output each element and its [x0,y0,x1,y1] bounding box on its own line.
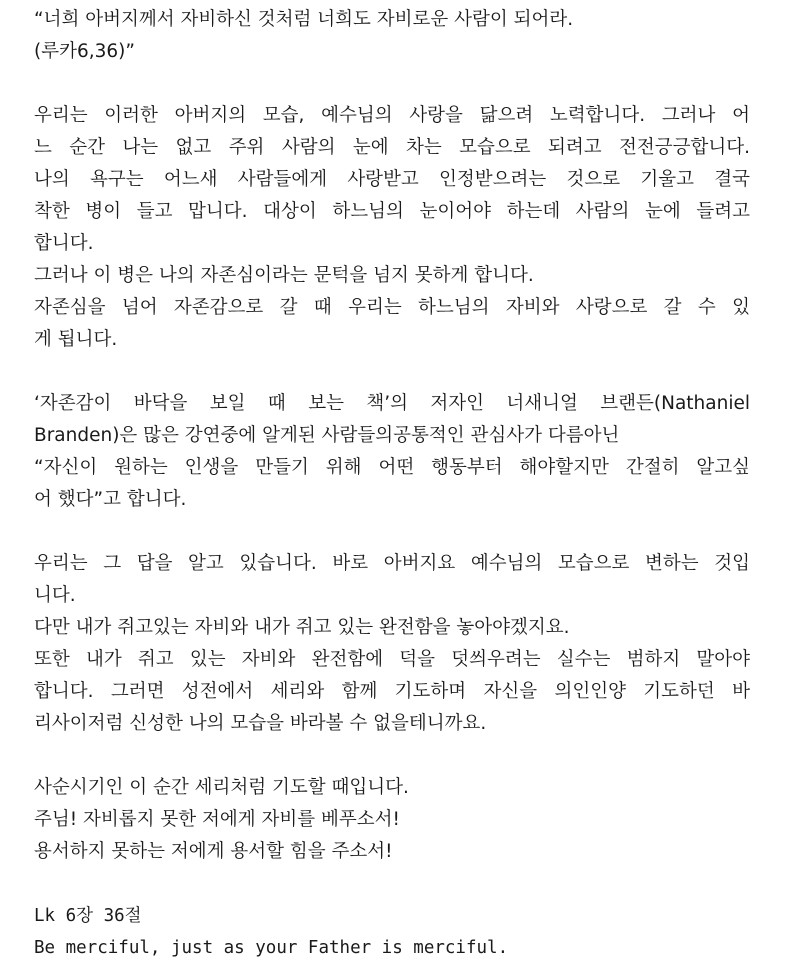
text-line: “너희 아버지께서 자비하신 것처럼 너희도 자비로운 사람이 되어라. [34,9,574,30]
text-line: 주님! 자비롭지 못한 저에게 자비를 베푸소서! [34,809,400,830]
text-line: 나의 욕구는 어느새 사람들에게 사랑받고 인정받으려는 것으로 기울고 결국 [34,169,750,190]
paragraph-gap [34,68,750,100]
text-line: 합니다. [34,233,94,254]
text-line: 게 됩니다. [34,329,118,350]
text-line: Branden)은 많은 강연중에 알게된 사람들의공통적인 관심사가 다름아닌 [34,425,620,446]
text-line: 니다. [34,585,76,606]
paragraph-2 [34,388,750,516]
document-body [34,4,750,964]
text-line: 우리는 이러한 아버지의 모습, 예수님의 사랑을 닮으려 노력합니다. 그러나 어 [34,105,750,126]
text-line: (루카6,36)” [34,41,135,62]
text-line: 어 했다”고 합니다. [34,489,187,510]
text-line: “자신이 원하는 인생을 만들기 위해 어떤 행동부터 해야할지만 간절히 알고싶 [34,457,750,478]
paragraph-gap [34,516,750,548]
paragraph-gap [34,868,750,900]
text-line: 우리는 그 답을 알고 있습니다. 바로 아버지요 예수님의 모습으로 변하는 것입 [34,553,750,574]
paragraph-1 [34,100,750,356]
paragraph-quote [34,4,750,68]
text-line: 그러나 이 병은 나의 자존심이라는 문턱을 넘지 못하게 합니다. [34,265,534,286]
paragraph-3 [34,548,750,740]
paragraph-prayer [34,772,750,868]
paragraph-gap [34,740,750,772]
text-line: ‘자존감이 바닥을 보일 때 보는 책’의 저자인 너새니얼 브랜든(Nathaniel [34,393,750,414]
text-line: 착한 병이 들고 맙니다. 대상이 하느님의 눈이어야 하는데 사람의 눈에 들려고 [34,201,750,222]
text-line: 사순시기인 이 순간 세리처럼 기도할 때입니다. [34,777,409,798]
text-line: 용서하지 못하는 저에게 용서할 힘을 주소서! [34,841,393,862]
text-line: 합니다. 그러면 성전에서 세리와 함께 기도하며 자신을 의인인양 기도하던 바 [34,681,750,702]
text-line: 리사이저럼 신성한 나의 모습을 바라볼 수 없을테니까요. [34,713,487,734]
verse-reference: Lk 6장 36절 [34,906,142,926]
text-line: 또한 내가 쥐고 있는 자비와 완전함에 덕을 덧씌우려는 실수는 범하지 말아야 [34,649,750,670]
paragraph-gap [34,356,750,388]
verse-english: Be merciful, just as your Father is merciful. [34,938,509,958]
text-line: 자존심을 넘어 자존감으로 갈 때 우리는 하느님의 자비와 사랑으로 갈 수 있 [34,297,750,318]
text-line: 다만 내가 쥐고있는 자비와 내가 쥐고 있는 완전함을 놓아야겠지요. [34,617,570,638]
paragraph-verse-reference [34,900,750,964]
text-line: 느 순간 나는 없고 주위 사람의 눈에 차는 모습으로 되려고 전전긍긍합니다. [34,137,750,158]
